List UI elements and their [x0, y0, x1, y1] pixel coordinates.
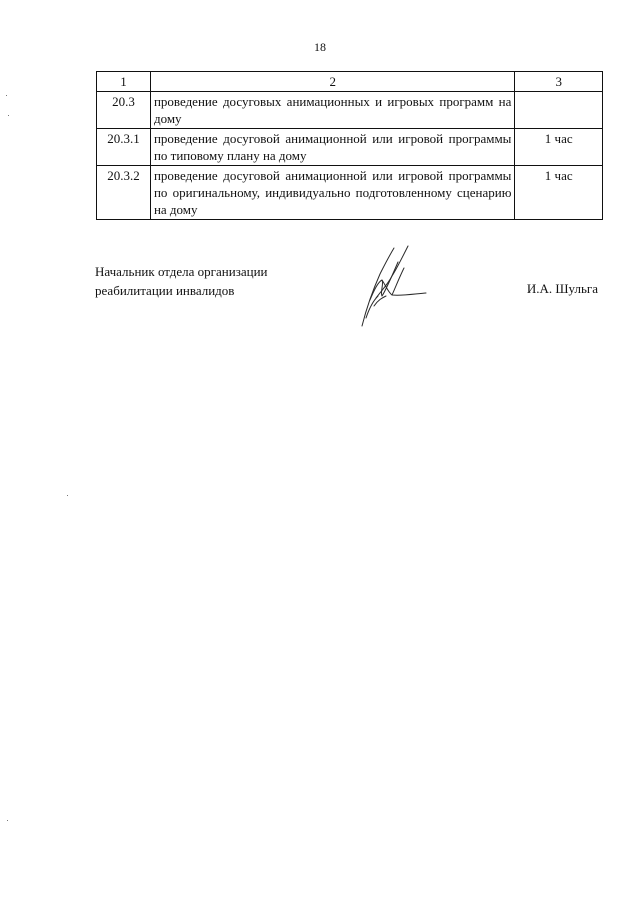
- signatory-position: [95, 262, 267, 300]
- row-description: проведение досуговой анимационной или игровой программы по оригинальному, индивидуально подготовленному сценарию на дому: [150, 166, 514, 220]
- scan-speck: [67, 495, 68, 496]
- row-description: проведение досуговых анимационных и игровых программ на дому: [150, 92, 514, 129]
- signatory-position-line2: реабилитации инвалидов: [95, 283, 235, 298]
- scan-speck: [8, 115, 9, 116]
- signature-icon: [352, 240, 432, 330]
- services-table: [96, 71, 603, 220]
- column-header-time: 3: [515, 72, 603, 92]
- row-code: 20.3.2: [97, 166, 151, 220]
- column-header-description: 2: [150, 72, 514, 92]
- table-row: [97, 92, 603, 129]
- table-row: [97, 129, 603, 166]
- scan-speck: [6, 95, 7, 96]
- column-header-number: 1: [97, 72, 151, 92]
- row-time: 1 час: [515, 129, 603, 166]
- row-description: проведение досуговой анимационной или игровой программы по типовому плану на дому: [150, 129, 514, 166]
- row-code: 20.3: [97, 92, 151, 129]
- handwritten-signature: [352, 240, 432, 335]
- signatory-position-line1: Начальник отдела организации: [95, 264, 268, 279]
- row-time: [515, 92, 603, 129]
- row-code: 20.3.1: [97, 129, 151, 166]
- table-row: [97, 166, 603, 220]
- signatory-name: И.А. Шульга: [526, 281, 598, 296]
- table-header-row: [97, 72, 603, 92]
- row-time: 1 час: [515, 166, 603, 220]
- page-number: 18: [314, 40, 326, 54]
- scan-speck: [7, 820, 8, 821]
